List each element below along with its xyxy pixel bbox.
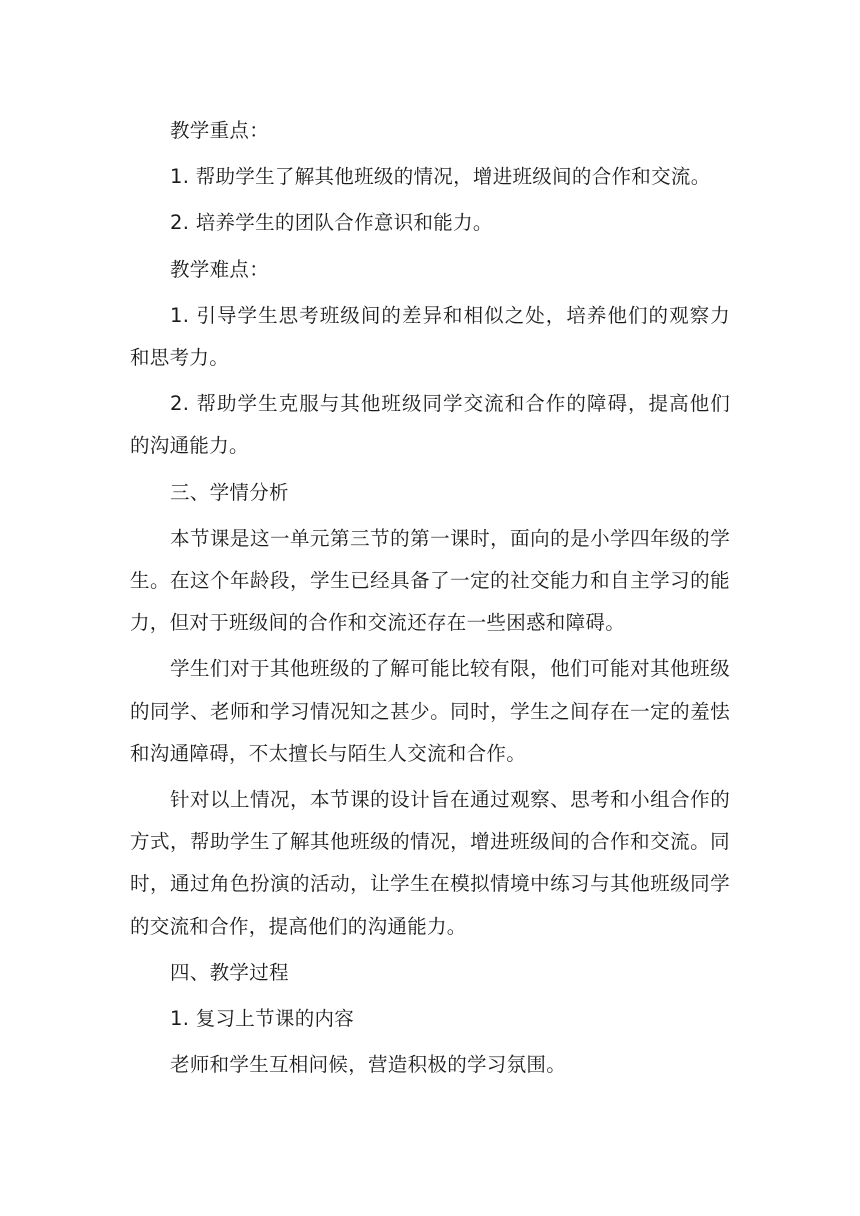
process-step-1-detail: 老师和学生互相问候，营造积极的学习氛围。 bbox=[170, 1053, 567, 1077]
heading-teaching-focus: 教学重点： bbox=[170, 119, 270, 142]
analysis-paragraph-3: 针对以上情况，本节课的设计旨在通过观察、思考和小组合作的方式，帮助学生了解其他班级的情况，增进班级间的合作和交流。同时，通过角色扮演的活动，让学生在模拟情境中练习与其他班级同学的交流和合作，提高他们的沟通能力。 bbox=[130, 788, 730, 938]
analysis-paragraph-2: 学生们对于其他班级的了解可能比较有限，他们可能对其他班级的同学、老师和学习情况知之甚少。同时，学生之间存在一定的羞怯和沟通障碍，不太擅长与陌生人交流和合作。 bbox=[130, 657, 730, 765]
process-step-1: 1. 复习上节课的内容 bbox=[170, 1007, 355, 1031]
difficulty-item-2: 2. 帮助学生克服与其他班级同学交流和合作的障碍，提高他们的沟通能力。 bbox=[130, 392, 730, 458]
heading-student-analysis: 三、学情分析 bbox=[170, 480, 289, 504]
difficulty-item-1: 1. 引导学生思考班级间的差异和相似之处，培养他们的观察力和思考力。 bbox=[130, 303, 730, 370]
heading-teaching-difficulty: 教学难点： bbox=[170, 257, 270, 281]
analysis-paragraph-1: 本节课是这一单元第三节的第一课时，面向的是小学四年级的学生。在这个年龄段，学生已经具备了一定的社交能力和自主学习的能力，但对于班级间的合作和交流还存在一些困惑和障碍。 bbox=[130, 526, 730, 635]
document-body bbox=[130, 110, 730, 1090]
focus-item-2: 2. 培养学生的团队合作意识和能力。 bbox=[170, 211, 493, 235]
heading-teaching-process: 四、教学过程 bbox=[170, 960, 289, 984]
focus-item-1: 1. 帮助学生了解其他班级的情况，增进班级间的合作和交流。 bbox=[170, 165, 711, 189]
